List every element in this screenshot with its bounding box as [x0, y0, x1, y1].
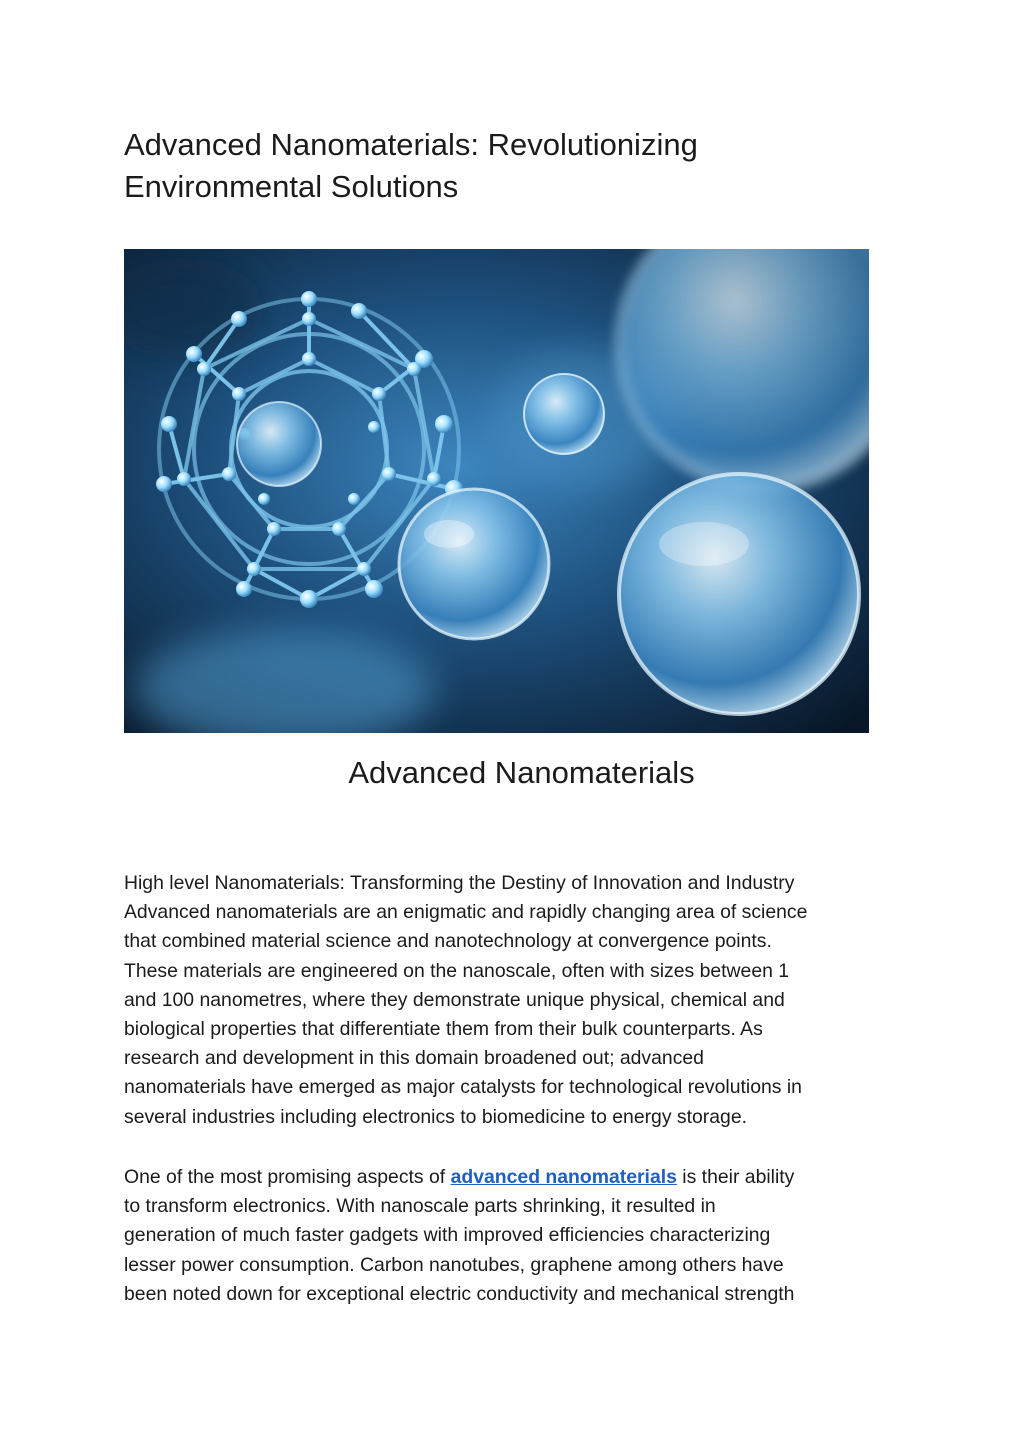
paragraph-1-line: research and development in this domain broadened out; advanced — [124, 1047, 704, 1070]
paragraph-2-line: been noted down for exceptional electric conductivity and mechanical strength — [124, 1282, 795, 1305]
paragraph-1-line: biological properties that differentiate them from their bulk counterparts. As — [124, 1018, 763, 1041]
paragraph-2-line: to transform electronics. With nanoscale parts shrinking, it resulted in — [124, 1195, 716, 1218]
hero-image — [124, 249, 869, 733]
paragraph-1-line: and 100 nanometres, where they demonstrate unique physical, chemical and — [124, 988, 785, 1011]
nanomaterial-illustration — [124, 249, 869, 733]
paragraph-2-line: generation of much faster gadgets with improved efficiencies characterizing — [124, 1224, 771, 1247]
paragraph-1-line: These materials are engineered on the nanoscale, often with sizes between 1 — [124, 959, 790, 982]
advanced-nanomaterials-link[interactable]: advanced nanomaterials — [450, 1166, 677, 1188]
medium-sphere — [399, 489, 549, 639]
sphere-inside-cage — [237, 402, 321, 486]
paragraph-1-line: that combined material science and nanotechnology at convergence points. — [124, 930, 772, 953]
paragraph-1-line: Advanced nanomaterials are an enigmatic and rapidly changing area of science — [124, 901, 808, 924]
paragraph-2-line: lesser power consumption. Carbon nanotubes, graphene among others have — [124, 1253, 784, 1276]
small-sphere-center — [524, 374, 604, 454]
image-caption: Advanced Nanomaterials — [348, 755, 695, 790]
title-line-1: Advanced Nanomaterials: Revolutionizing — [124, 127, 698, 162]
paragraph-2-line-1 — [124, 1163, 904, 1192]
document-title — [124, 124, 884, 208]
paragraph-1-line: nanomaterials have emerged as major catalysts for technological revolutions in — [124, 1076, 802, 1099]
large-sphere — [619, 474, 859, 714]
paragraph-2-text-after-link: is their ability — [676, 1166, 795, 1188]
paragraph-1-line: High level Nanomaterials: Transforming the Destiny of Innovation and Industry — [124, 872, 795, 894]
title-line-2: Environmental Solutions — [124, 169, 459, 204]
paragraph-2-text-before-link: One of the most promising aspects of — [124, 1166, 451, 1188]
paragraph-2 — [124, 1163, 904, 1309]
paragraph-1 — [124, 869, 904, 1132]
paragraph-1-line: several industries including electronics to biomedicine to energy storage. — [124, 1105, 747, 1128]
